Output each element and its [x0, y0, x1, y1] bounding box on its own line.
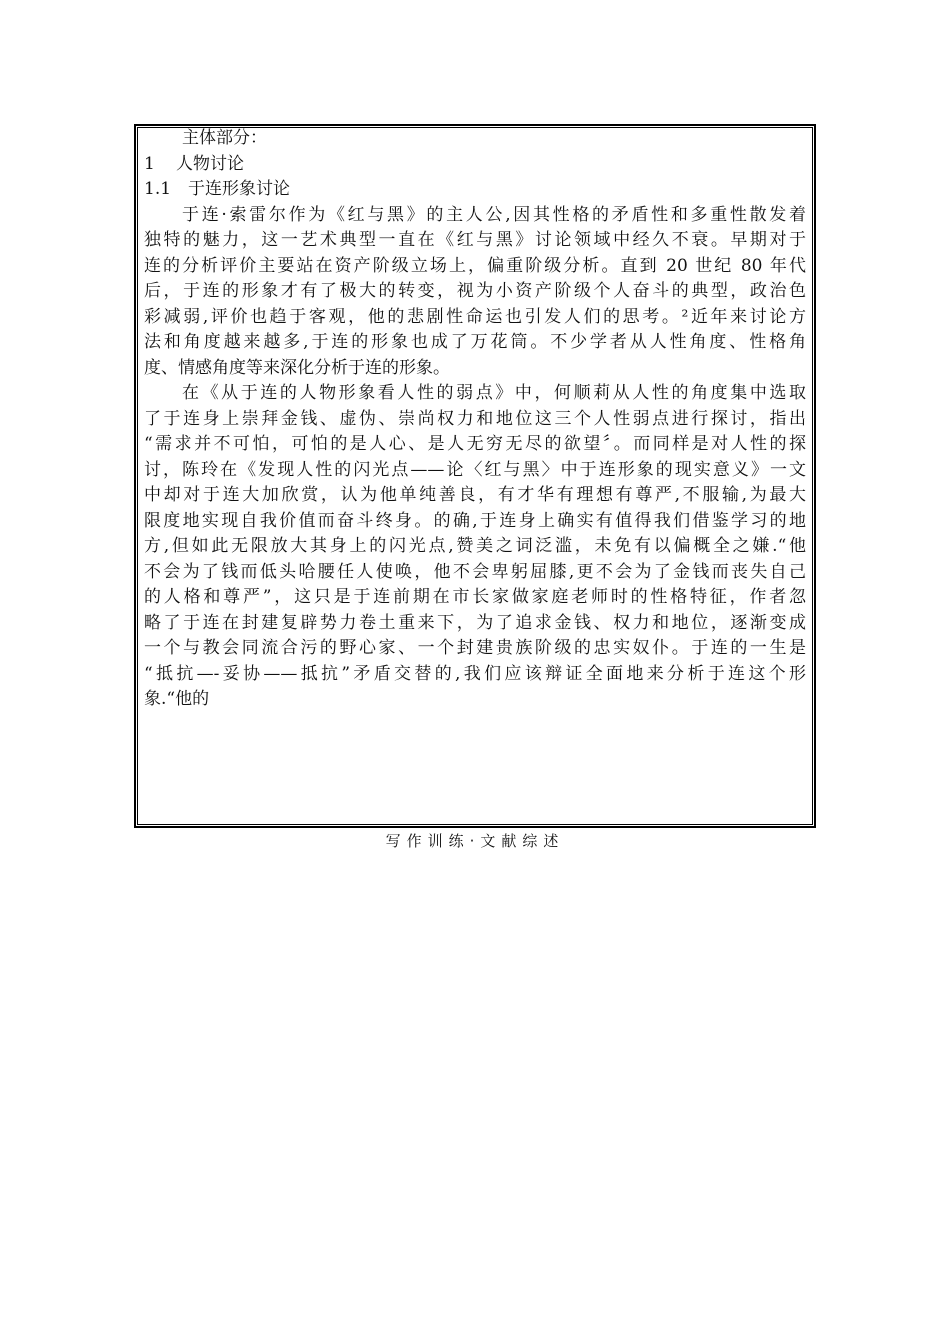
paragraph-line: 方,但如此无限放大其身上的闪光点,赞美之词泛滥，未免有以偏概全之嫌.“他 [144, 536, 806, 556]
section-label: 主体部分： [182, 128, 267, 148]
paragraph-2 [144, 381, 806, 713]
document-body [144, 126, 806, 713]
paragraph-line: 在《从于连的人物形象看人性的弱点》中，何顺莉从人性的角度集中选取 [182, 383, 806, 403]
page-footer: 写作训练·文献综述 [385, 832, 565, 850]
paragraph-line: 讨，陈玲在《发现人性的闪光点——论〈红与黑〉中于连形象的现实意义》一文 [144, 459, 806, 480]
heading-level2-number: 1.1 [144, 179, 172, 199]
paragraph-line: 了于连身上崇拜金钱、虚伪、崇尚权力和地位这三个人性弱点进行探讨，指出 [144, 408, 806, 429]
paragraph-line: 不会为了钱而低头哈腰任人使唤，他不会卑躬屈膝,更不会为了金钱而丧失自己 [144, 561, 806, 582]
heading-level2-text: 于连形象讨论 [188, 179, 290, 199]
paragraph-line: 象.“他的 [144, 689, 210, 709]
paragraph-line: 法和角度越来越多,于连的形象也成了万花筒。不少学者从人性角度、性格角 [144, 332, 806, 352]
paragraph-line: 彩减弱,评价也趋于客观，他的悲剧性命运也引发人们的思考。²近年来讨论方 [144, 306, 806, 327]
heading-level2 [144, 177, 806, 203]
paragraph-line: 度、情感角度等来深化分析于连的形象。 [144, 357, 450, 378]
paragraph-line: 后，于连的形象才有了极大的转变，视为小资产阶级个人奋斗的典型，政治色 [144, 281, 806, 301]
paragraph-line: 于连·索雷尔作为《红与黑》的主人公,因其性格的矛盾性和多重性散发着 [182, 204, 806, 225]
paragraph-line: 的人格和尊严”，这只是于连前期在市长家做家庭老师时的性格特征，作者忽 [144, 587, 806, 607]
paragraph-line: 连的分析评价主要站在资产阶级立场上，偏重阶级分析。直到 20 世纪 80 年代 [144, 255, 806, 276]
paragraph-line: 限度地实现自我价值而奋斗终身。的确,于连身上确实有值得我们借鉴学习的地 [144, 510, 806, 531]
paragraph-line: 中却对于连大加欣赏，认为他单纯善良，有才华有理想有尊严,不服输,为最大 [144, 485, 806, 505]
paragraph-line: 一个与教会同流合污的野心家、一个封建贵族阶级的忠实奴仆。于连的一生是 [144, 638, 806, 658]
paragraph-line: “抵抗—-妥协——抵抗”矛盾交替的,我们应该辩证全面地来分析于连这个形 [144, 663, 806, 684]
paragraph-line: 独特的魅力，这一艺术典型一直在《红与黑》讨论领域中经久不衰。早期对于 [144, 230, 806, 250]
paragraph-line: 略了于连在封建复辟势力卷土重来下，为了追求金钱、权力和地位，逐渐变成 [144, 612, 806, 633]
heading-level1 [144, 152, 806, 178]
heading-level1-text: 人物讨论 [176, 153, 244, 174]
paragraph-line: “需求并不可怕，可怕的是人心、是人无穷无尽的欲望〞。而同样是对人性的探 [144, 434, 806, 454]
heading-level1-number: 1 [144, 153, 155, 174]
paragraph-1 [144, 203, 806, 382]
